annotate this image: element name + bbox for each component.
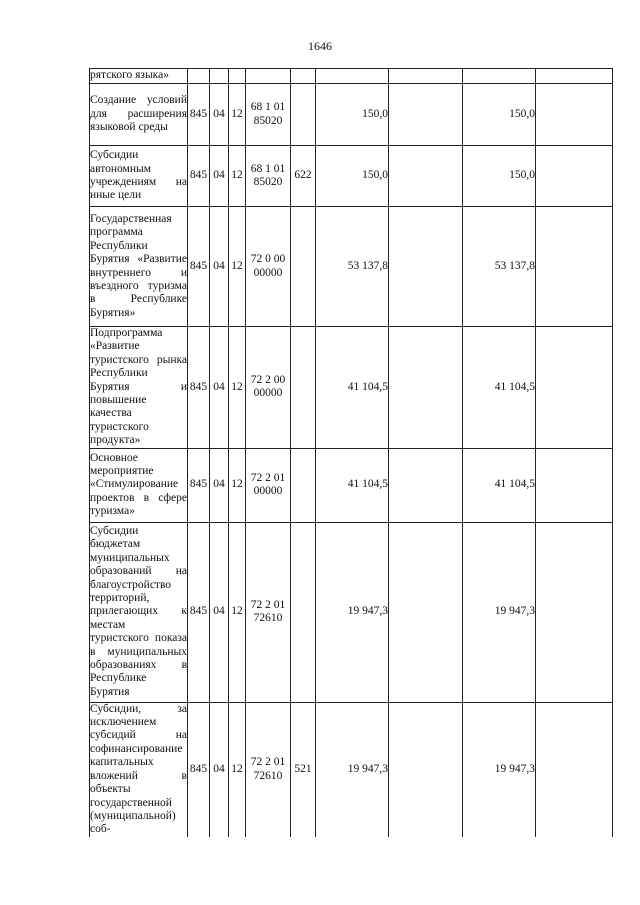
row-name: Субсидии автономным учреждениям на иные цели xyxy=(90,146,188,207)
empty-cell xyxy=(536,146,613,207)
sum2-cell: 19 947,3 xyxy=(463,702,536,837)
empty-cell xyxy=(536,702,613,837)
empty-cell xyxy=(389,84,463,146)
sum2-cell: 53 137,8 xyxy=(463,207,536,327)
table-row xyxy=(90,702,613,837)
subsection-code: 12 xyxy=(229,448,246,522)
sum-cell: 19 947,3 xyxy=(316,702,389,837)
target-code: 68 1 01 85020 xyxy=(246,146,291,207)
target-code: 68 1 01 85020 xyxy=(246,84,291,146)
empty-cell xyxy=(536,522,613,702)
target-code xyxy=(246,69,291,84)
sum-cell: 150,0 xyxy=(316,146,389,207)
empty-cell xyxy=(389,448,463,522)
empty-cell xyxy=(389,69,463,84)
empty-cell xyxy=(389,702,463,837)
table-row xyxy=(90,327,613,449)
expense-type-code xyxy=(291,84,316,146)
subsection-code xyxy=(229,69,246,84)
table-row xyxy=(90,448,613,522)
section-code: 04 xyxy=(210,702,229,837)
expense-type-code xyxy=(291,327,316,449)
ministry-code: 845 xyxy=(188,702,210,837)
section-code xyxy=(210,69,229,84)
target-code: 72 2 01 00000 xyxy=(246,448,291,522)
sum2-cell: 41 104,5 xyxy=(463,327,536,449)
budget-table xyxy=(89,68,613,837)
sum-cell: 53 137,8 xyxy=(316,207,389,327)
subsection-code: 12 xyxy=(229,522,246,702)
row-name: Государственная программа Республики Бурятия «Развитие внутреннего и въездного туризма в Республике Бурятия» xyxy=(90,207,188,327)
table-row xyxy=(90,84,613,146)
section-code: 04 xyxy=(210,327,229,449)
section-code: 04 xyxy=(210,522,229,702)
ministry-code: 845 xyxy=(188,207,210,327)
sum-cell: 41 104,5 xyxy=(316,448,389,522)
table-row xyxy=(90,207,613,327)
sum-cell xyxy=(316,69,389,84)
empty-cell xyxy=(536,327,613,449)
target-code: 72 0 00 00000 xyxy=(246,207,291,327)
subsection-code: 12 xyxy=(229,702,246,837)
subsection-code: 12 xyxy=(229,146,246,207)
expense-type-code xyxy=(291,69,316,84)
section-code: 04 xyxy=(210,448,229,522)
expense-type-code: 622 xyxy=(291,146,316,207)
table-row xyxy=(90,69,613,84)
table-row xyxy=(90,522,613,702)
sum2-cell: 150,0 xyxy=(463,84,536,146)
empty-cell xyxy=(389,327,463,449)
sum2-cell: 150,0 xyxy=(463,146,536,207)
empty-cell xyxy=(536,84,613,146)
row-name: Основное мероприятие «Стимулирование проектов в сфере туризма» xyxy=(90,448,188,522)
subsection-code: 12 xyxy=(229,84,246,146)
ministry-code: 845 xyxy=(188,448,210,522)
empty-cell xyxy=(389,522,463,702)
ministry-code xyxy=(188,69,210,84)
empty-cell xyxy=(536,207,613,327)
sum2-cell: 19 947,3 xyxy=(463,522,536,702)
section-code: 04 xyxy=(210,207,229,327)
section-code: 04 xyxy=(210,146,229,207)
sum-cell: 150,0 xyxy=(316,84,389,146)
empty-cell xyxy=(536,69,613,84)
target-code: 72 2 00 00000 xyxy=(246,327,291,449)
ministry-code: 845 xyxy=(188,327,210,449)
empty-cell xyxy=(536,448,613,522)
section-code: 04 xyxy=(210,84,229,146)
sum-cell: 19 947,3 xyxy=(316,522,389,702)
empty-cell xyxy=(389,207,463,327)
page-number: 1646 xyxy=(308,39,332,53)
row-name: Субсидии бюджетам муниципальных образований на благоустройство территорий, прилегающих к местам туристского показа в муниципальных образованиях в Республике Бурятия xyxy=(90,522,188,702)
empty-cell xyxy=(389,146,463,207)
sum2-cell xyxy=(463,69,536,84)
table-row xyxy=(90,146,613,207)
subsection-code: 12 xyxy=(229,207,246,327)
expense-type-code xyxy=(291,448,316,522)
ministry-code: 845 xyxy=(188,522,210,702)
sum-cell: 41 104,5 xyxy=(316,327,389,449)
row-name: рятского языка» xyxy=(90,69,188,84)
ministry-code: 845 xyxy=(188,84,210,146)
target-code: 72 2 01 72610 xyxy=(246,702,291,837)
row-name: Субсидии, за исключением субсидий на софинансирование капитальных вложений в объекты государственной (муниципальной) соб- xyxy=(90,702,187,836)
ministry-code: 845 xyxy=(188,146,210,207)
row-name: Создание условий для расширения языковой среды xyxy=(90,84,188,146)
expense-type-code xyxy=(291,207,316,327)
expense-type-code xyxy=(291,522,316,702)
expense-type-code: 521 xyxy=(291,702,316,837)
row-name: Подпрограмма «Развитие туристского рынка Республики Бурятия и повышение качества туристского продукта» xyxy=(90,327,187,447)
subsection-code: 12 xyxy=(229,327,246,449)
target-code: 72 2 01 72610 xyxy=(246,522,291,702)
sum2-cell: 41 104,5 xyxy=(463,448,536,522)
